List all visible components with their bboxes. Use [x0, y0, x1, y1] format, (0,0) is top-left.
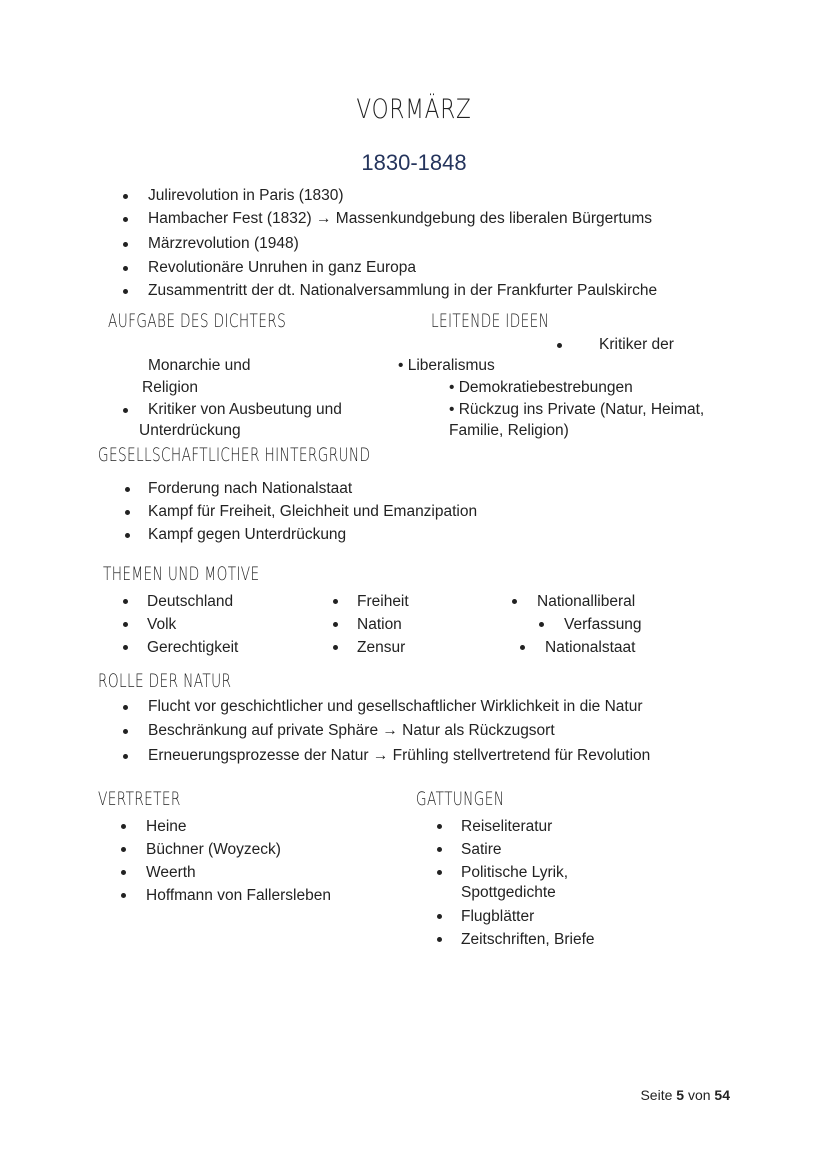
- bullet-icon: [333, 622, 338, 627]
- bullet-icon: [123, 289, 128, 294]
- themen-item: Nationalstaat: [545, 639, 636, 656]
- bullet-icon: [125, 533, 130, 538]
- list-item: Kampf gegen Unterdrückung: [148, 526, 347, 543]
- themen-item: Freiheit: [357, 593, 409, 610]
- bullet-icon: [539, 622, 544, 627]
- vertreter-item: Heine: [146, 818, 187, 835]
- bullet-icon: [121, 870, 126, 875]
- section-heading-vertreter: VERTRETER: [98, 788, 181, 810]
- aufgabe-item-1-cont: Religion: [142, 379, 199, 396]
- vertreter-item: Büchner (Woyzeck): [146, 841, 281, 858]
- page-prefix: Seite: [640, 1087, 673, 1103]
- bullet-icon: [125, 487, 130, 492]
- bullet-icon: [437, 870, 442, 875]
- bullet-icon: [123, 194, 128, 199]
- gattungen-item: Flugblätter: [461, 908, 535, 925]
- list-item: Zusammentritt der dt. Nationalversammlung in der Frankfurter Paulskirche: [148, 282, 658, 299]
- bullet-icon: [123, 599, 128, 604]
- themen-item: Deutschland: [147, 593, 234, 610]
- ideen-item-3: • Rückzug ins Private (Natur, Heimat,: [449, 401, 705, 418]
- themen-item: Zensur: [357, 639, 406, 656]
- section-heading-themen: THEMEN UND MOTIVE: [103, 563, 260, 585]
- page-current: 5: [676, 1087, 685, 1103]
- page-total: 54: [714, 1087, 730, 1103]
- aufgabe-item-2-cont: Unterdrückung: [139, 422, 241, 439]
- gattungen-item-cont: Spottgedichte: [461, 884, 556, 901]
- section-heading-gattungen: GATTUNGEN: [416, 788, 505, 810]
- list-item: Erneuerungsprozesse der Natur → Frühling stellvertretend für Revolution: [148, 747, 651, 764]
- list-item: Kampf für Freiheit, Gleichheit und Emanzipation: [148, 503, 478, 520]
- bullet-icon: [123, 729, 128, 734]
- aufgabe-item-1: Kritiker der: [599, 336, 674, 353]
- bullet-icon: [437, 824, 442, 829]
- period-years: 1830-1848: [361, 150, 467, 175]
- bullet-icon: [512, 599, 517, 604]
- themen-item: Gerechtigkeit: [147, 639, 239, 656]
- list-item: Beschränkung auf private Sphäre → Natur als Rückzugsort: [148, 722, 555, 739]
- themen-item: Volk: [147, 616, 177, 633]
- vertreter-item: Hoffmann von Fallersleben: [146, 887, 331, 904]
- section-heading-aufgabe: AUFGABE DES DICHTERS: [108, 310, 287, 332]
- list-item: Julirevolution in Paris (1830): [148, 187, 344, 204]
- list-item: Revolutionäre Unruhen in ganz Europa: [148, 259, 416, 276]
- themen-item: Nationalliberal: [537, 593, 636, 610]
- bullet-icon: [123, 622, 128, 627]
- section-heading-ideen: LEITENDE IDEEN: [431, 310, 550, 332]
- bullet-icon: [437, 914, 442, 919]
- bullet-icon: [121, 824, 126, 829]
- section-heading-natur: ROLLE DER NATUR: [98, 670, 232, 692]
- themen-item: Nation: [357, 616, 402, 633]
- bullet-icon: [333, 599, 338, 604]
- bullet-icon: [123, 645, 128, 650]
- bullet-icon: [123, 242, 128, 247]
- ideen-item-3-cont: Familie, Religion): [449, 422, 569, 439]
- bullet-icon: [557, 343, 562, 348]
- page-title: VORMÄRZ: [356, 94, 472, 125]
- aufgabe-item-1-cont: Monarchie und: [148, 357, 251, 374]
- bullet-icon: [437, 847, 442, 852]
- list-item: Hambacher Fest (1832) → Massenkundgebung des liberalen Bürgertums: [148, 210, 653, 227]
- page-middle: von: [687, 1087, 711, 1103]
- bullet-icon: [520, 645, 525, 650]
- list-item: Märzrevolution (1948): [148, 235, 299, 252]
- ideen-item-2: • Demokratiebestrebungen: [449, 379, 633, 396]
- bullet-icon: [437, 937, 442, 942]
- bullet-icon: [123, 217, 128, 222]
- bullet-icon: [123, 266, 128, 271]
- gattungen-item: Satire: [461, 841, 502, 858]
- aufgabe-item-2: Kritiker von Ausbeutung und: [148, 401, 342, 418]
- page-number: [640, 1087, 730, 1103]
- gattungen-item: Politische Lyrik,: [461, 864, 569, 881]
- gattungen-item: Zeitschriften, Briefe: [461, 931, 595, 948]
- list-item: Flucht vor geschichtlicher und gesellschaftlicher Wirklichkeit in die Natur: [148, 698, 643, 715]
- section-heading-hintergrund: GESELLSCHAFTLICHER HINTERGRUND: [98, 444, 371, 466]
- bullet-icon: [123, 408, 128, 413]
- bullet-icon: [125, 510, 130, 515]
- bullet-icon: [121, 847, 126, 852]
- vertreter-item: Weerth: [146, 864, 196, 881]
- bullet-icon: [333, 645, 338, 650]
- themen-item: Verfassung: [564, 616, 642, 633]
- bullet-icon: [123, 705, 128, 710]
- ideen-item-1: • Liberalismus: [398, 357, 495, 374]
- bullet-icon: [123, 754, 128, 759]
- gattungen-item: Reiseliteratur: [461, 818, 553, 835]
- bullet-icon: [121, 893, 126, 898]
- list-item: Forderung nach Nationalstaat: [148, 480, 353, 497]
